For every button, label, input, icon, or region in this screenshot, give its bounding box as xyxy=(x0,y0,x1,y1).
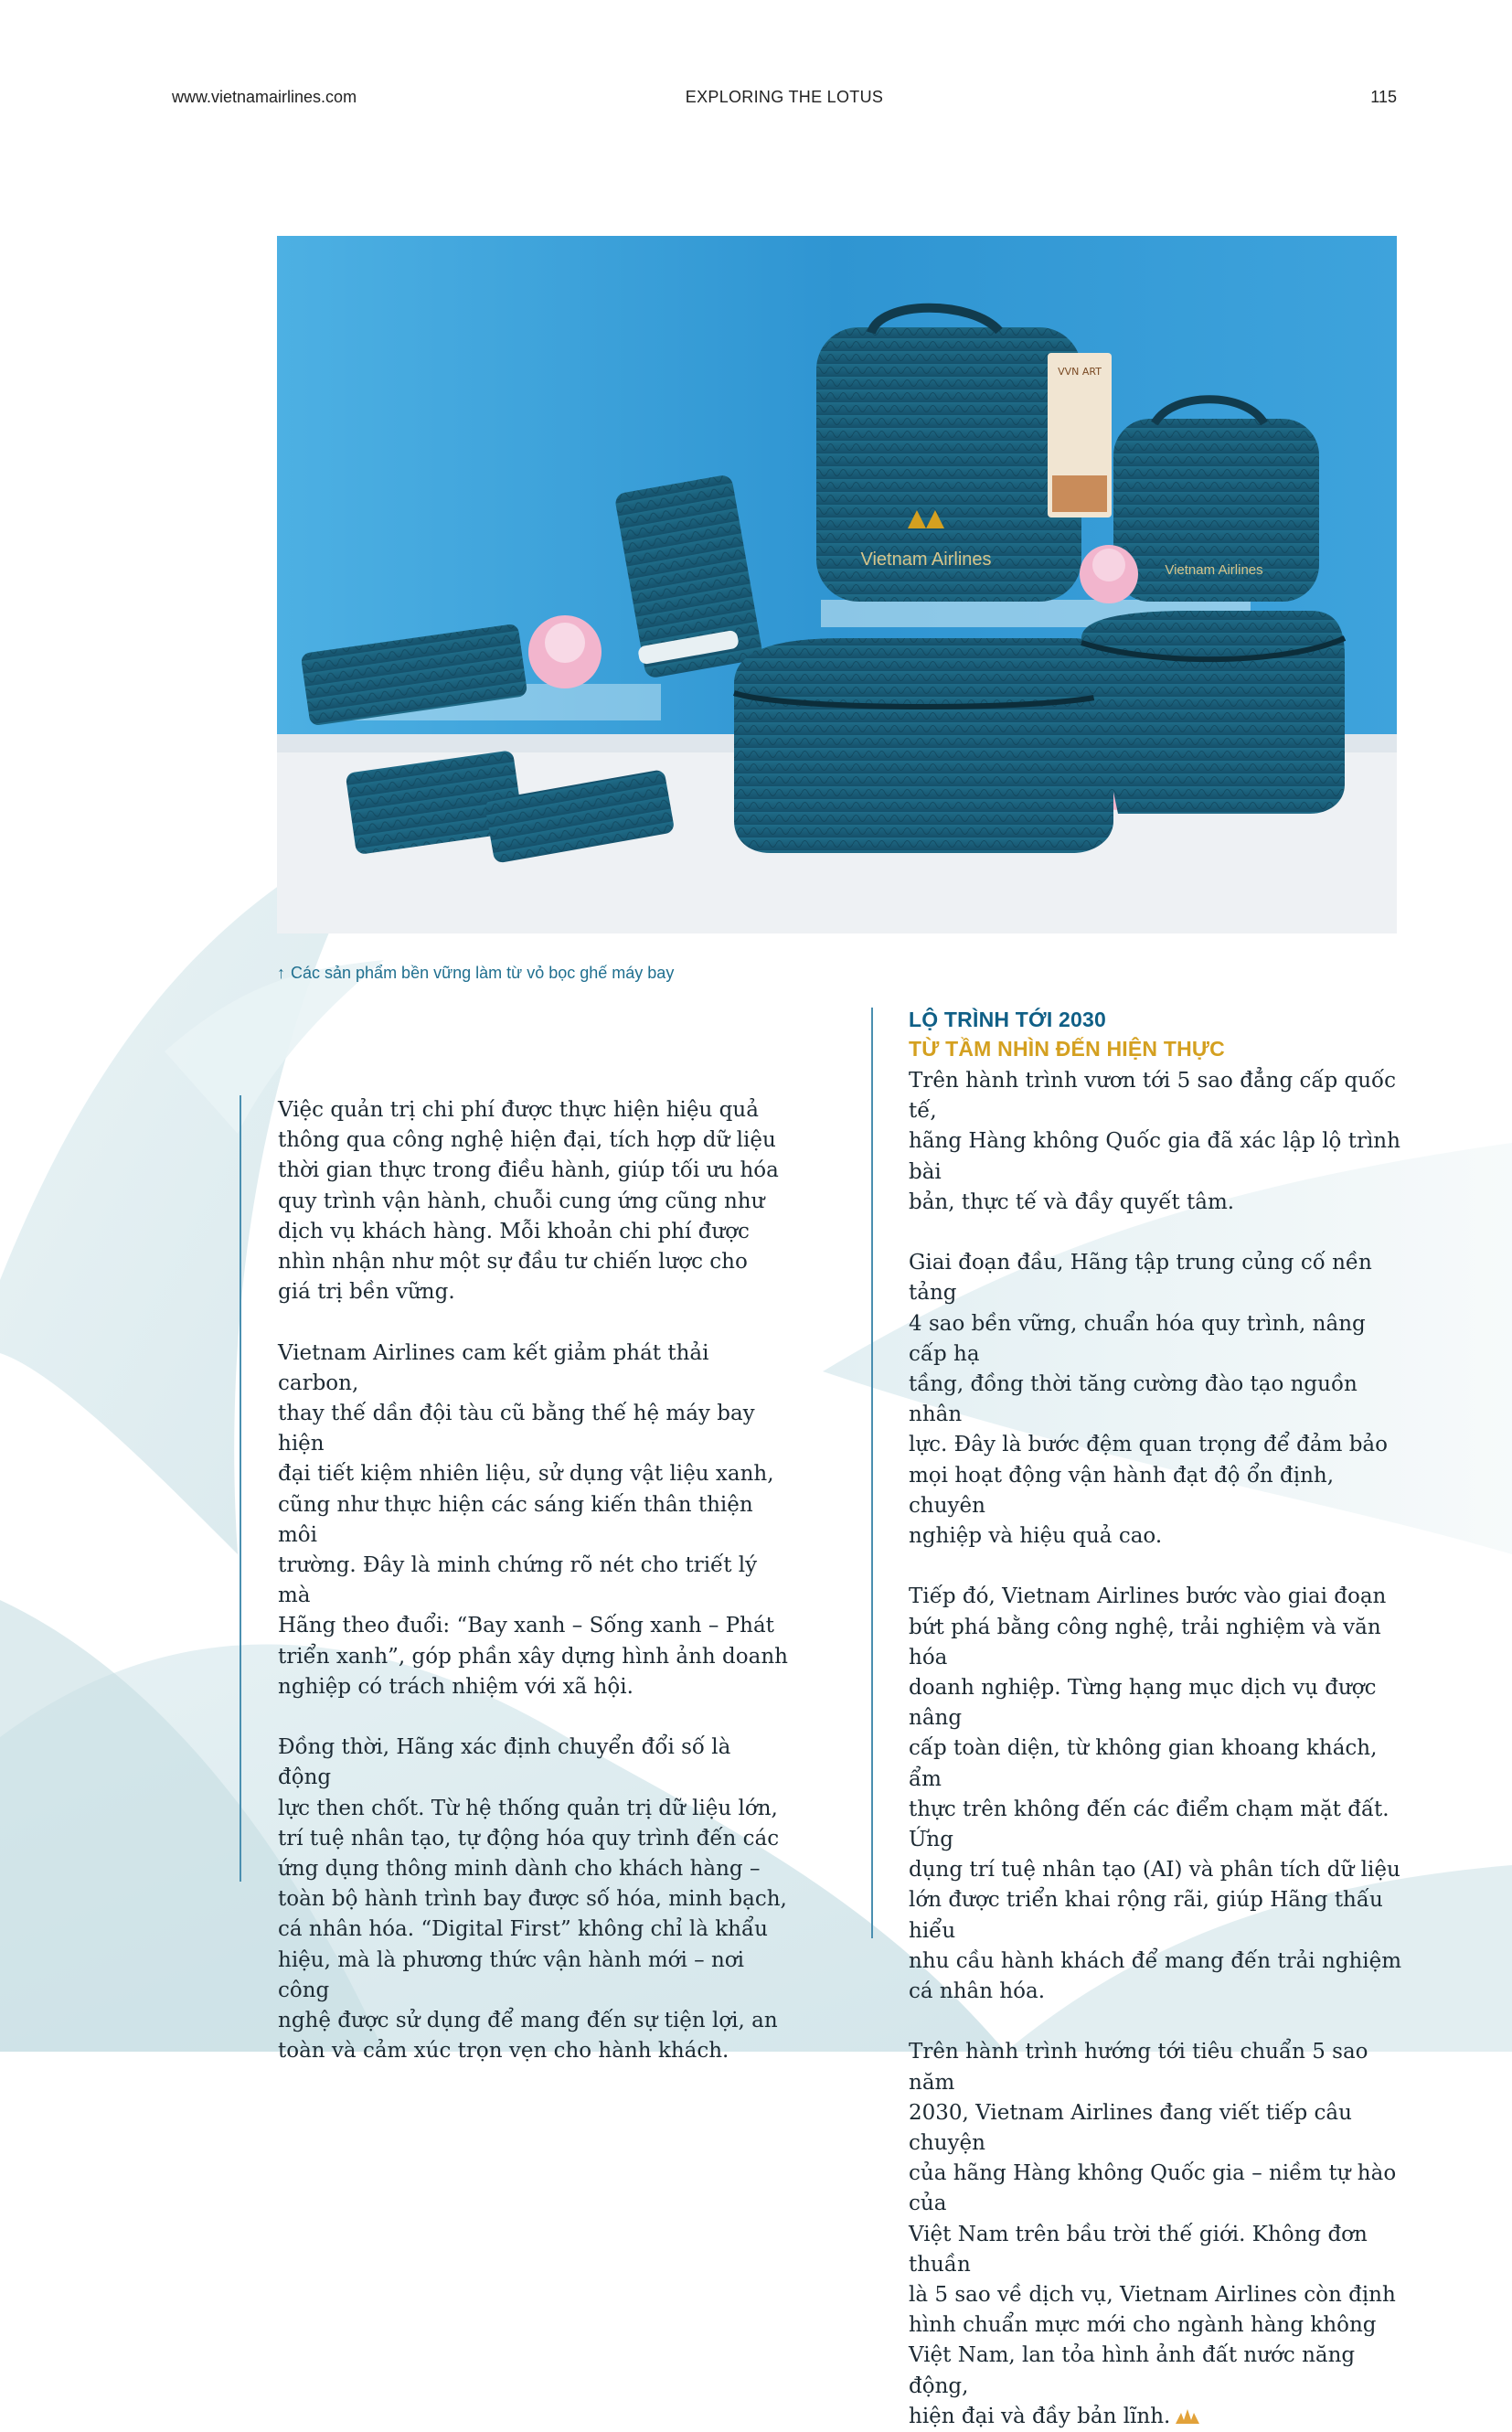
photo-caption xyxy=(277,964,674,983)
page-number: 115 xyxy=(1370,88,1397,106)
product-photo xyxy=(277,236,1397,933)
left-paragraph-3: Đồng thời, Hãng xác định chuyển đổi số là động lực then chốt. Từ hệ thống quản trị dữ liệu lớn, trí tuệ nhân tạo, tự động hóa quy trình đến các ứng dụng thông minh dành cho khách hàng – toàn bộ hành trình bay được số hóa, minh bạch, cá nhân hóa. “Digital First” không chỉ là khẩu hiệu, mà là phương thức vận hành mới – nơi công nghệ được sử dụng để mang đến sự tiện lợi, an toàn và cảm xúc trọn vẹn cho hành khách. xyxy=(278,1735,787,2064)
section-heading-line-2: TỪ TẦM NHÌN ĐẾN HIỆN THỰC xyxy=(909,1037,1225,1061)
left-column-rule xyxy=(240,1095,241,1882)
right-paragraph-4-wrap xyxy=(909,2037,1402,2432)
bag-logo-medium: Vietnam Airlines xyxy=(1165,562,1263,578)
right-paragraph-2: Giai đoạn đầu, Hãng tập trung củng cố nền tảng 4 sao bền vững, chuẩn hóa quy trình, nâng cấp hạ tầng, đồng thời tăng cường đào tạo nguồn nhân lực. Đây là bước đệm quan trọng để đảm bảo mọi hoạt động vận hành đạt độ ổn định, chuyên nghiệp và hiệu quả cao. xyxy=(909,1251,1388,1549)
website-url[interactable]: www.vietnamairlines.com xyxy=(172,88,357,106)
left-paragraph-2: Vietnam Airlines cam kết giảm phát thải carbon, thay thế dần đội tàu cũ bằng thế hệ máy bay hiện đại tiết kiệm nhiên liệu, sử dụng vật liệu xanh, cũng như thực hiện các sáng kiến thân thiện môi trường. Đây là minh chứng rõ nét cho triết lý mà Hãng theo đuổi: “Bay xanh – Sống xanh – Phát triển xanh”, góp phần xây dựng hình ảnh doanh nghiệp có trách nhiệm với xã hội. xyxy=(278,1340,788,1699)
bag-logo-large: Vietnam Airlines xyxy=(860,549,992,570)
right-paragraph-1: Trên hành trình vươn tới 5 sao đẳng cấp quốc tế, hãng Hàng không Quốc gia đã xác lập lộ trình bài bản, thực tế và đầy quyết tâm. xyxy=(909,1069,1400,1214)
right-column-rule xyxy=(871,1008,873,1938)
magazine-title: EXPLORING THE LOTUS xyxy=(685,88,884,106)
left-paragraph-1: Việc quản trị chi phí được thực hiện hiệu quả thông qua công nghệ hiện đại, tích hợp dữ liệu thời gian thực trong điều hành, giúp tối ưu hóa quy trình vận hành, chuỗi cung ứng cũng như dịch vụ khách hàng. Mỗi khoản chi phí được nhìn nhận như một sự đầu tư chiến lược cho giá trị bền vững. xyxy=(278,1098,779,1305)
lotus-end-mark-icon xyxy=(1174,2407,1201,2426)
up-arrow-icon: ↑ xyxy=(277,964,285,982)
section-heading-line-1: LỘ TRÌNH TỚI 2030 xyxy=(909,1008,1107,1031)
caption-text: Các sản phẩm bền vững làm từ vỏ bọc ghế máy bay xyxy=(291,964,675,982)
right-paragraph-4: Trên hành trình hướng tới tiêu chuẩn 5 sao năm 2030, Vietnam Airlines đang viết tiếp câu chuyện của hãng Hàng không Quốc gia – niềm tự hào của Việt Nam trên bầu trời thế giới. Không đơn thuần là 5 sao về dịch vụ, Vietnam Airlines còn định hình chuẩn mực mới cho ngành hàng không Việt Nam, lan tỏa hình ảnh đất nước năng động, hiện đại và đầy bản lĩnh. xyxy=(909,2040,1397,2428)
page-header xyxy=(172,88,1397,115)
product-tag-text: VVN ART xyxy=(1058,366,1102,378)
left-column xyxy=(278,1095,790,2097)
right-paragraph-3: Tiếp đó, Vietnam Airlines bước vào giai đoạn bứt phá bằng công nghệ, trải nghiệm và văn hóa doanh nghiệp. Từng hạng mục dịch vụ được nâng cấp toàn diện, từ không gian khoang khách, ẩm thực trên không đến các điểm chạm mặt đất. Ứng dụng trí tuệ nhân tạo (AI) và phân tích dữ liệu lớn được triển khai rộng rãi, giúp Hãng thấu hiểu nhu cầu hành khách để mang đến trải nghiệm cá nhân hóa. xyxy=(909,1584,1402,2004)
right-column xyxy=(909,1066,1402,2432)
product-photo-illustration xyxy=(277,236,1397,933)
